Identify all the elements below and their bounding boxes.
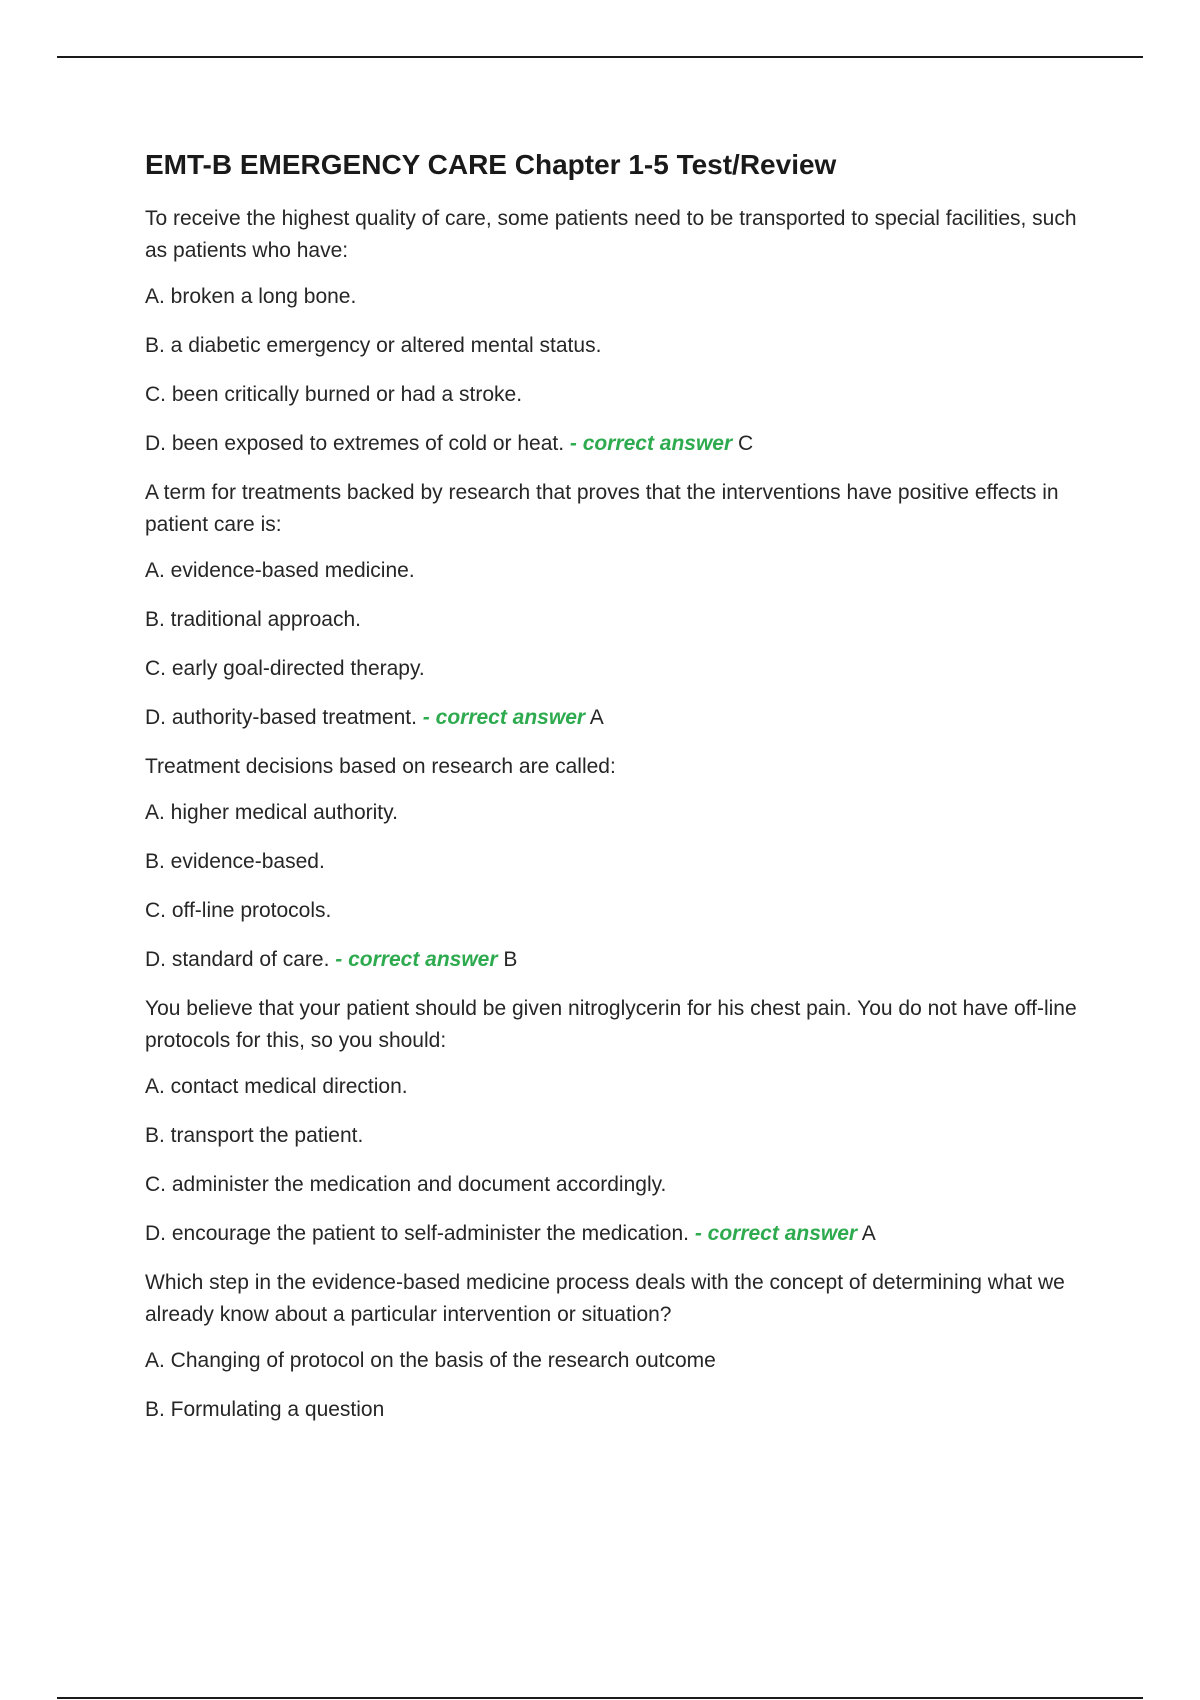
answer-separator: -: [416, 706, 436, 729]
option-text: A. Changing of protocol on the basis of the research outcome: [145, 1349, 716, 1372]
answer-option: [145, 555, 1095, 587]
option-text: D. been exposed to extremes of cold or heat.: [145, 432, 565, 455]
answer-separator: -: [688, 1222, 708, 1245]
answer-option: [145, 428, 1095, 460]
option-text: A. contact medical direction.: [145, 1075, 408, 1098]
answer-option: [145, 330, 1095, 362]
document-body: [145, 145, 1095, 1443]
question-block: [145, 477, 1095, 734]
question-text: Treatment decisions based on research are called:: [145, 755, 616, 778]
answer-option: [145, 846, 1095, 878]
question-block: [145, 751, 1095, 976]
option-text: C. been critically burned or had a stroke.: [145, 383, 523, 406]
correct-answer-value: C: [738, 432, 754, 455]
document-title: EMT-B EMERGENCY CARE Chapter 1-5 Test/Review: [145, 149, 837, 180]
question-block: [145, 993, 1095, 1250]
option-text: A. broken a long bone.: [145, 285, 357, 308]
option-text: B. a diabetic emergency or altered mental status.: [145, 334, 602, 357]
question-text: Which step in the evidence-based medicine process deals with the concept of determining what we already know about a particular intervention or situation?: [145, 1271, 1065, 1326]
answer-option: [145, 653, 1095, 685]
option-text: B. traditional approach.: [145, 608, 361, 631]
answer-separator: -: [329, 948, 349, 971]
answer-option: [145, 1071, 1095, 1103]
answer-option: [145, 379, 1095, 411]
option-text: B. evidence-based.: [145, 850, 325, 873]
answer-option: [145, 895, 1095, 927]
option-text: A. higher medical authority.: [145, 801, 398, 824]
option-text: C. administer the medication and document accordingly.: [145, 1173, 667, 1196]
question-block: [145, 203, 1095, 460]
question-text: You believe that your patient should be given nitroglycerin for his chest pain. You do not have off-line protocols for this, so you should:: [145, 997, 1077, 1052]
answer-option: [145, 1345, 1095, 1377]
option-text: D. encourage the patient to self-administer the medication.: [145, 1222, 689, 1245]
answer-option: [145, 797, 1095, 829]
option-text: B. Formulating a question: [145, 1398, 385, 1421]
option-text: C. off-line protocols.: [145, 899, 332, 922]
option-text: D. standard of care.: [145, 948, 330, 971]
correct-answer-label: correct answer: [582, 432, 733, 455]
answer-option: [145, 1394, 1095, 1426]
question-text: A term for treatments backed by research that proves that the interventions have positive effects in patient care is:: [145, 481, 1059, 536]
question-list: [145, 203, 1095, 1426]
answer-option: [145, 1169, 1095, 1201]
option-text: C. early goal-directed therapy.: [145, 657, 425, 680]
answer-separator: -: [564, 432, 583, 455]
answer-option: [145, 281, 1095, 313]
question-text: To receive the highest quality of care, some patients need to be transported to special facilities, such as patients who have:: [145, 207, 1077, 262]
page-bottom-rule: [57, 1697, 1143, 1699]
option-text: A. evidence-based medicine.: [145, 559, 415, 582]
correct-answer-value: A: [589, 706, 604, 729]
answer-option: [145, 702, 1095, 734]
correct-answer-label: correct answer: [707, 1222, 858, 1245]
correct-answer-label: correct answer: [348, 948, 498, 971]
correct-answer-value: B: [503, 948, 518, 971]
answer-option: [145, 1120, 1095, 1152]
page-top-rule: [57, 56, 1143, 58]
question-block: [145, 1267, 1095, 1426]
option-text: D. authority-based treatment.: [145, 706, 417, 729]
correct-answer-label: correct answer: [435, 706, 586, 729]
answer-option: [145, 944, 1095, 976]
answer-option: [145, 1218, 1095, 1250]
correct-answer-value: A: [861, 1222, 876, 1245]
answer-option: [145, 604, 1095, 636]
option-text: B. transport the patient.: [145, 1124, 364, 1147]
